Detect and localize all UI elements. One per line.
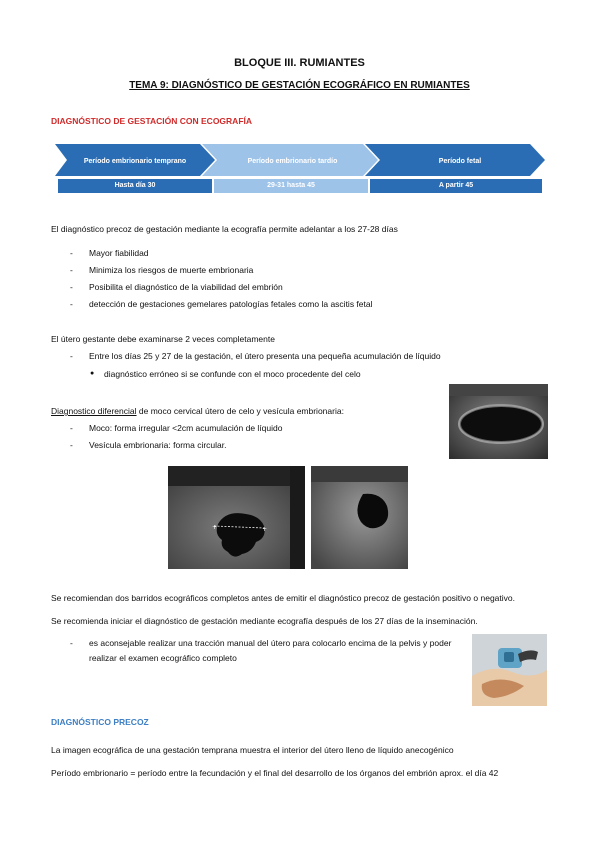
timeline-phase-2-label: Período embrionario tardío [247,158,338,165]
ultrasound-graphic [311,466,408,569]
dash-marker: - [70,638,73,648]
list-item-text: Vesícula embrionaria: forma circular. [89,440,227,450]
svg-text:+: + [262,526,268,533]
list-item-text: Moco: forma irregular <2cm acumulación de líquido [89,423,283,433]
timeline-phase-1-range: Hasta día 30 [114,182,156,189]
section-heading-gestacion: DIAGNÓSTICO DE GESTACIÓN CON ECOGRAFÍA [51,116,253,126]
list-item-text: detección de gestaciones gemelares patologías fetales como la ascitis fetal [89,299,373,309]
paragraph-inicio: Se recomienda iniciar el diagnóstico de gestación mediante ecografía después de los 27 días de la inseminación. [51,616,478,626]
document-title: BLOQUE III. RUMIANTES [234,57,365,69]
list-item [70,423,283,433]
paragraph-periodo-embrionario: Período embrionario = período entre la fecundación y el final del desarrollo de los órganos del embrión aprox. el día 42 [51,768,499,778]
bullet-marker: ● [90,370,95,377]
topic-title-text: TEMA 9: DIAGNÓSTICO DE GESTACIÓN ECOGRÁFICO EN RUMIANTES [129,80,470,91]
ultrasound-graphic [449,384,548,459]
photo-graphic [472,634,547,706]
list-item [70,282,283,292]
dash-marker: - [70,282,73,292]
paragraph-imagen-temprana: La imagen ecográfica de una gestación temprana muestra el interior del útero lleno de líquido anecogénico [51,745,454,755]
dash-marker: - [70,351,73,361]
list-subitem [90,369,361,379]
topic-title [0,80,599,91]
list-item-text: es aconsejable realizar una tracción manual del útero para colocarlo encima de la pelvis y poder [89,638,452,648]
timeline-phase-1-label: Período embrionario temprano [83,158,187,165]
list-item [70,248,149,258]
gestation-timeline [55,144,547,194]
paragraph-precoz: El diagnóstico precoz de gestación mediante la ecografía permite adelantar a los 27-28 días [51,224,398,234]
list-item [70,440,227,450]
list-subitem-text: diagnóstico erróneo si se confunde con el moco procedente del celo [104,369,361,379]
ultrasound-image-cervical [168,466,305,569]
dash-marker: - [70,423,73,433]
diferencial-rest: de moco cervical útero de celo y vesícula embrionaria: [136,406,344,416]
ultrasound-image-vesicula [311,466,408,569]
photo-manual-traction [472,634,547,706]
dash-marker: - [70,440,73,450]
dash-marker: - [70,265,73,275]
paragraph-barridos: Se recomiendan dos barridos ecográficos completos antes de emitir el diagnóstico precoz de gestación positivo o negativo. [51,593,515,603]
paragraph-diferencial [51,406,344,416]
timeline-phase-3-range: A partir 45 [438,182,474,189]
list-item [70,351,441,361]
ultrasound-graphic [168,466,305,569]
section-heading-precoz: DIAGNÓSTICO PRECOZ [51,717,149,727]
svg-text:+: + [212,524,218,531]
list-item-text: Mayor fiabilidad [89,248,149,258]
list-item-text: Minimiza los riesgos de muerte embrionaria [89,265,254,275]
list-item [70,638,452,648]
ultrasound-image-moco [449,384,548,459]
list-item-text: Entre los días 25 y 27 de la gestación, el útero presenta una pequeña acumulación de líquido [89,351,441,361]
paragraph-examen: El útero gestante debe examinarse 2 veces completamente [51,334,275,344]
dash-marker: - [70,299,73,309]
list-item-text: Posibilita el diagnóstico de la viabilidad del embrión [89,282,283,292]
list-item [70,265,254,275]
timeline-phase-3-label: Período fetal [438,158,482,165]
timeline-phase-2-range: 29-31 hasta 45 [267,182,315,189]
diferencial-underlined: Diagnostico diferencial [51,406,137,416]
list-item [70,299,373,309]
list-item-continuation [89,653,237,663]
list-item-text: realizar el examen ecográfico completo [89,653,237,663]
dash-marker: - [70,248,73,258]
